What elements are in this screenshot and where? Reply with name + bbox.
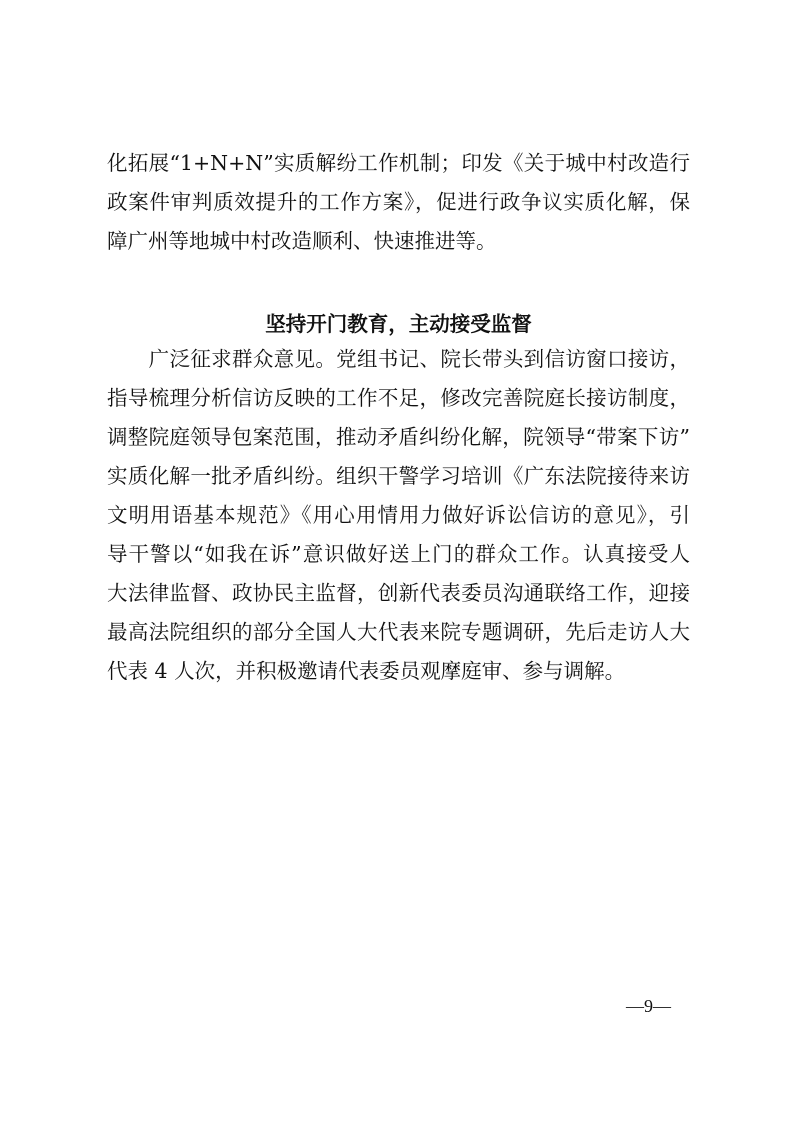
text-line: 实质化解一批矛盾纠纷。组织干警学习培训《广东法院接待来访 xyxy=(107,464,690,488)
text-line: 政案件审判质效提升的工作方案》，促进行政争议实质化解，保 xyxy=(107,190,690,214)
text-line: 广泛征求群众意见。党组书记、院长带头到信访窗口接访， xyxy=(107,347,690,371)
text-line: 化拓展“1+N+N”实质解纷工作机制；印发《关于城中村改造行 xyxy=(107,151,690,175)
text-line: 文明用语基本规范》《用心用情用力做好诉讼信访的意见》，引 xyxy=(107,503,690,527)
page-number: —9— xyxy=(626,996,671,1016)
text-line: 最高法院组织的部分全国人大代表来院专题调研，先后走访人大 xyxy=(107,620,690,644)
text-line: 代表 4 人次，并积极邀请代表委员观摩庭审、参与调解。 xyxy=(107,659,626,683)
text-line: 调整院庭领导包案范围，推动矛盾纠纷化解，院领导“带案下访” xyxy=(107,425,690,449)
text-line: 障广州等地城中村改造顺利、快速推进等。 xyxy=(107,229,497,253)
section-heading: 坚持开门教育，主动接受监督 xyxy=(265,312,532,336)
text-line: 指导梳理分析信访反映的工作不足，修改完善院庭长接访制度， xyxy=(107,386,690,410)
body-paragraph xyxy=(107,340,690,691)
text-line: 导干警以“如我在诉”意识做好送上门的群众工作。认真接受人 xyxy=(107,542,690,566)
body-paragraph-continuation xyxy=(107,144,690,261)
text-line: 大法律监督、政协民主监督，创新代表委员沟通联络工作，迎接 xyxy=(107,581,690,605)
